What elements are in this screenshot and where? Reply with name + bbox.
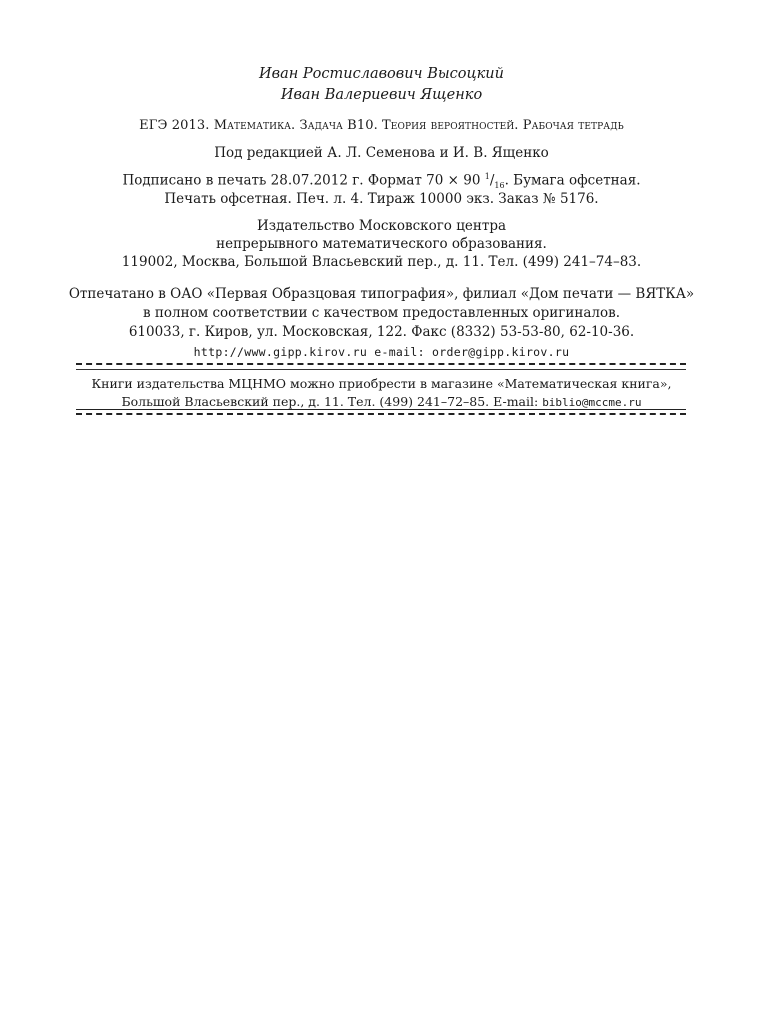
- book-title: ЕГЭ 2013. Математика. Задача B10. Теория вероятностей. Рабочая тетрадь: [139, 118, 624, 133]
- print-info-text-b: . Бумага офсетная.: [504, 172, 641, 189]
- shop-email: biblio@mccme.ru: [542, 396, 642, 409]
- printer-address: 610033, г. Киров, ул. Московская, 122. Факс (8332) 53-53-80, 62-10-36.: [128, 324, 635, 340]
- author-name-1: Иван Ростиславович Высоцкий: [259, 66, 504, 82]
- print-info-text-a: Подписано в печать 28.07.2012 г. Формат 70 × 90: [122, 172, 485, 189]
- printer-web-email: http://www.gipp.kirov.ru e-mail: order@gipp.kirov.ru: [193, 345, 570, 359]
- printer-line-1: Отпечатано в ОАО «Первая Образцовая типография», филиал «Дом печати — ВЯТКА»: [68, 286, 695, 302]
- print-info-line-1: Подписано в печать 28.07.2012 г. Формат 70 × 90 $^1/_{16}$. Бумага офсетная.: [122, 172, 641, 191]
- format-fraction-denominator: 16: [494, 181, 505, 191]
- shop-note-text: Большой Власьевский пер., д. 11. Тел. (499) 241–72–85. E-mail:: [121, 394, 543, 409]
- divider-dashed-top: [76, 363, 686, 365]
- divider-solid-bottom: [76, 409, 686, 410]
- print-info-line-2: Печать офсетная. Печ. л. 4. Тираж 10000 экз. Заказ № 5176.: [164, 191, 599, 207]
- divider-dashed-bottom: [76, 413, 686, 415]
- editors-line: Под редакцией А. Л. Семенова и И. В. Ященко: [214, 145, 549, 161]
- printer-line-2: в полном соответствии с качеством предоставленных оригиналов.: [142, 305, 620, 321]
- shop-note-line-1: Книги издательства МЦНМО можно приобрести в магазине «Математическая книга»,: [91, 376, 672, 391]
- author-name-2: Иван Валериевич Ященко: [280, 87, 483, 103]
- publisher-address: 119002, Москва, Большой Власьевский пер., д. 11. Тел. (499) 241–74–83.: [121, 254, 642, 270]
- publisher-line-1: Издательство Московского центра: [256, 218, 507, 234]
- publisher-line-2: непрерывного математического образования.: [216, 236, 547, 252]
- shop-note-line-2: [0, 394, 763, 409]
- format-fraction-numerator: 1: [484, 172, 490, 181]
- divider-thin-top: [76, 369, 686, 370]
